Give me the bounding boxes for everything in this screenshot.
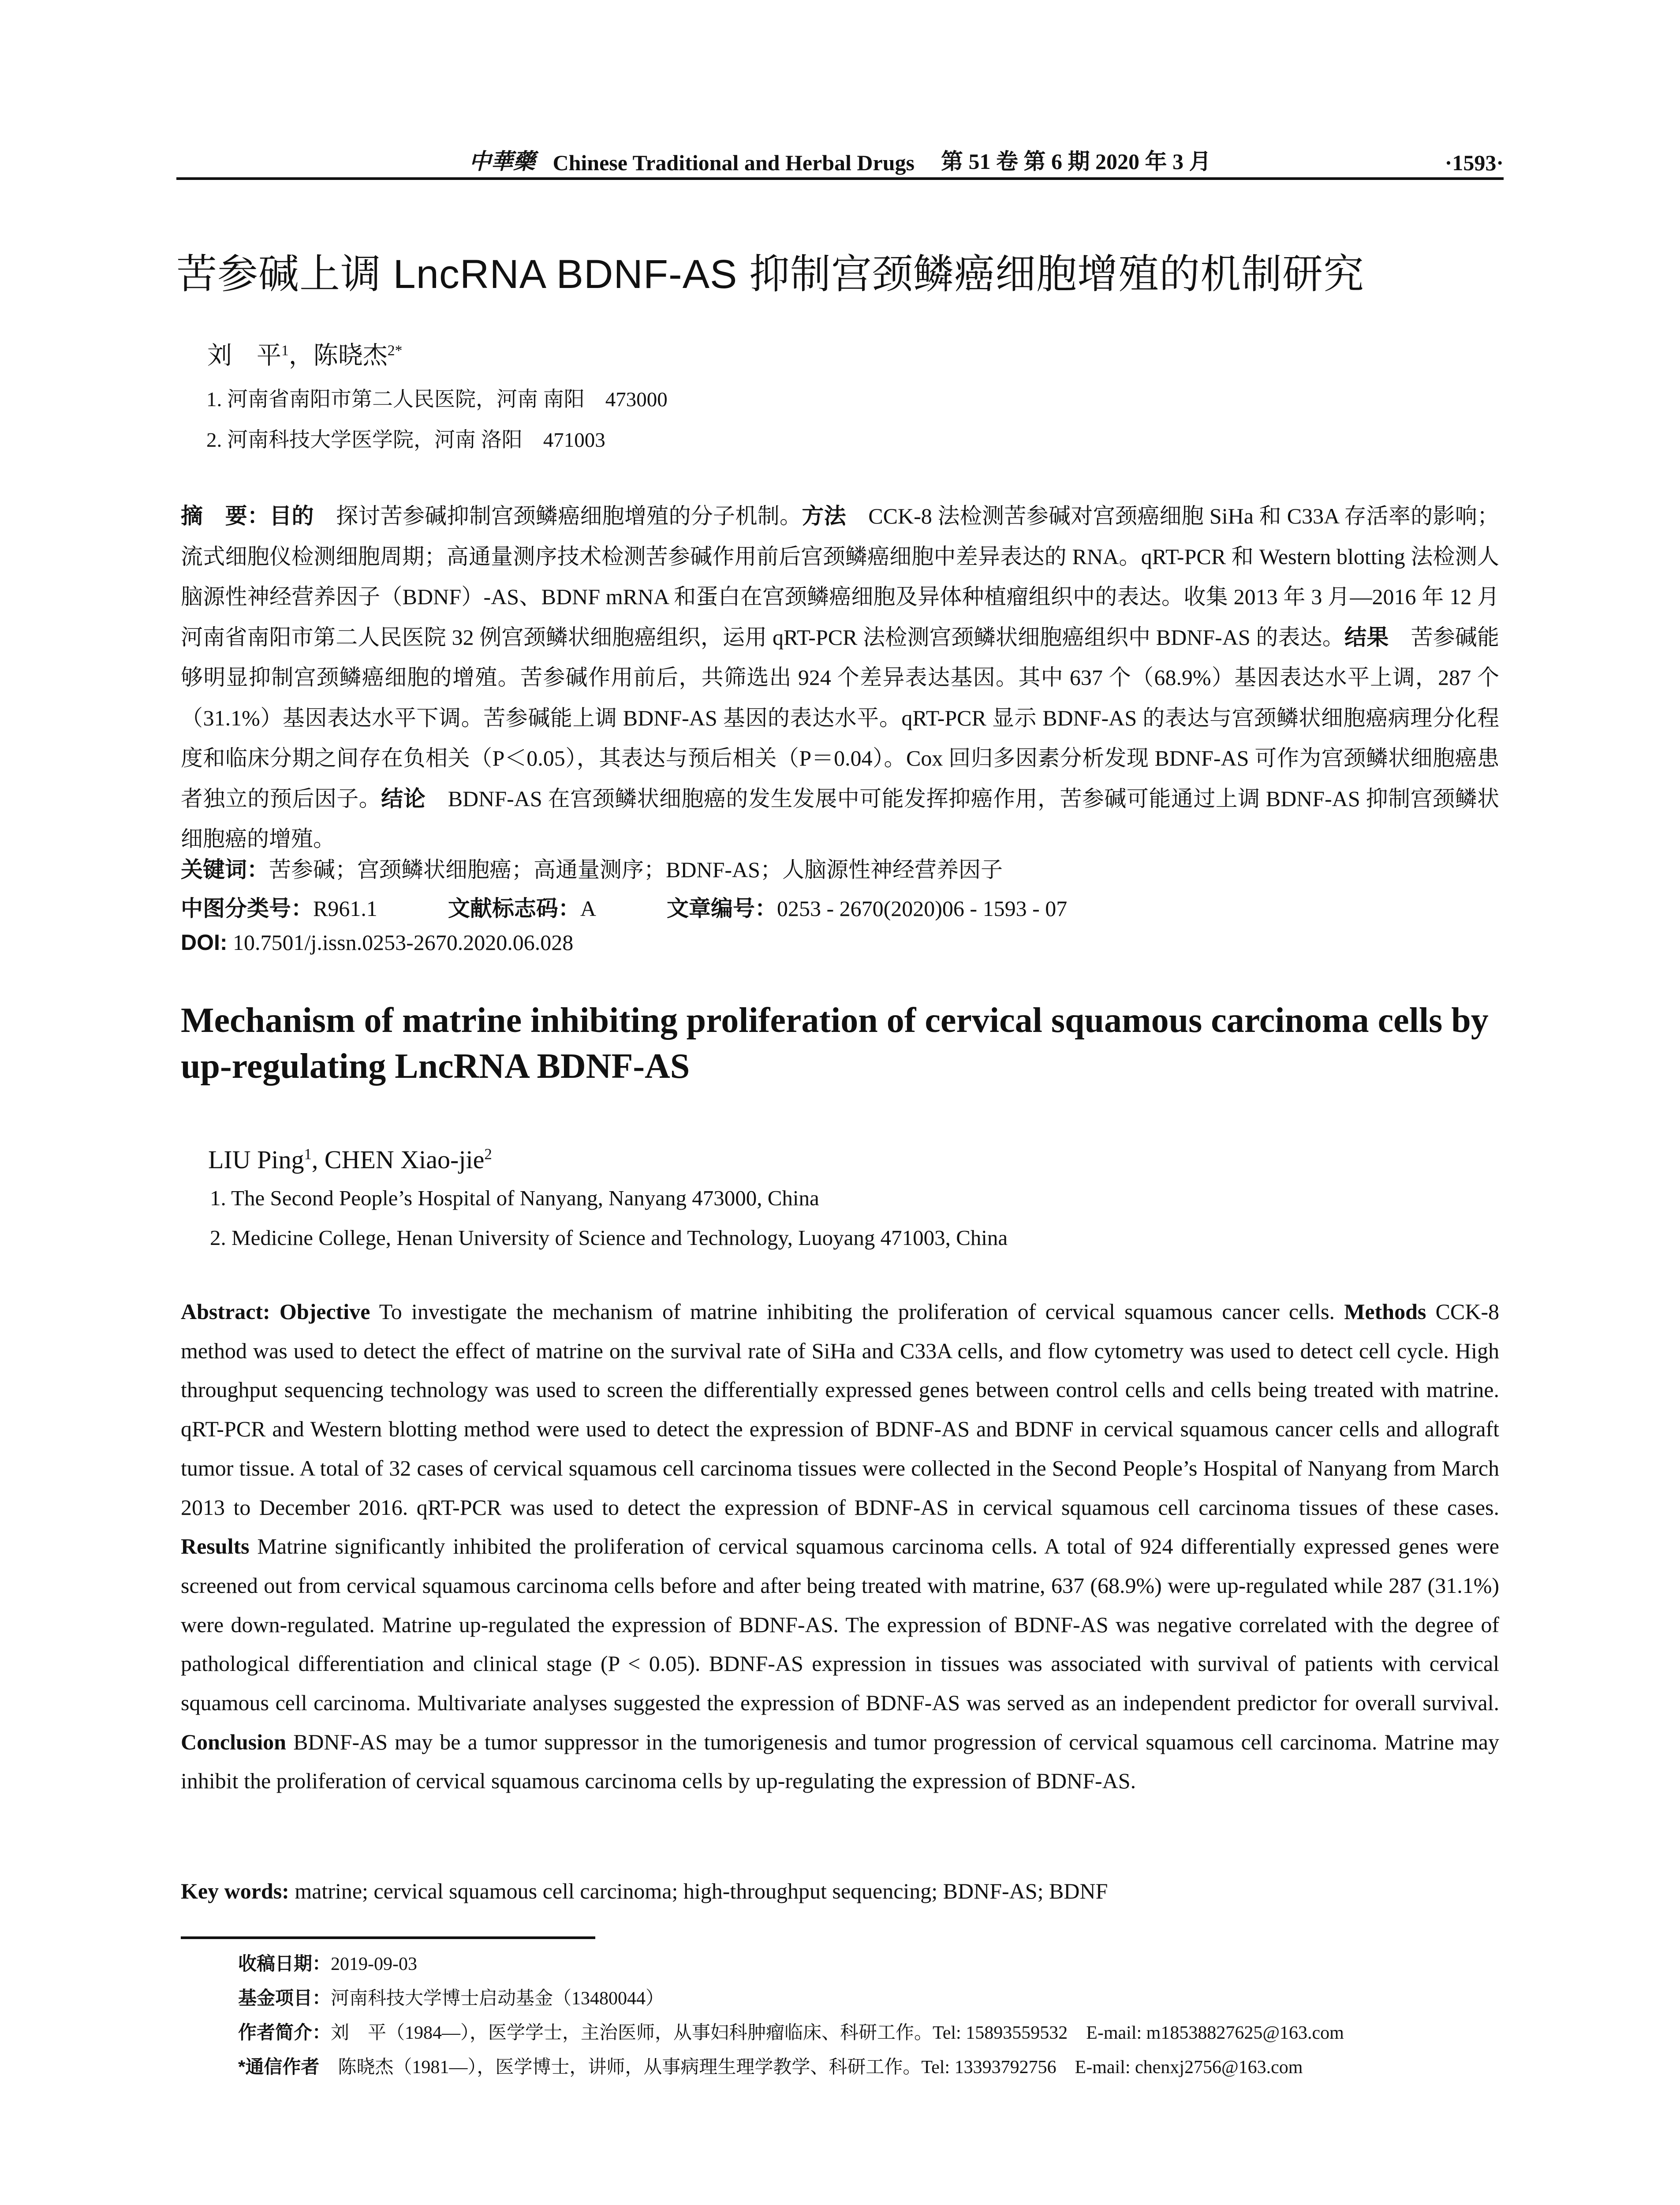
cn-title: 苦参碱上调 LncRNA BDNF-AS 抑制宫颈鳞癌细胞增殖的机制研究 xyxy=(176,252,1364,297)
clc-value: R961.1 xyxy=(313,896,377,921)
en-methods-label: Methods xyxy=(1344,1299,1426,1324)
footnote-author-bio xyxy=(238,2018,1344,2044)
clc-label: 中图分类号： xyxy=(181,896,313,921)
footnote-funding xyxy=(238,1984,664,2010)
en-results-text: Matrine significantly inhibited the proliferation of cervical squamous carcinoma cells. A total of 924 differentially expressed genes were screened out from cervical squamous carcinoma cells before and after being treated with matrine, 637 (68.9%) were up-regulated while 287 (31.1%) were down-regulated. Matrine up-regulated the expression of BDNF-AS. The expression of BDNF-AS was negative correlated with the degree of pathological differentiation and clinical stage (P < 0.05). BDNF-AS expression in tissues was associated with survival of patients with cervical squamous cell carcinoma. Multivariate analyses suggested the expression of BDNF-AS was served as an independent predictor for overall survival. xyxy=(181,1534,1499,1715)
cn-keywords xyxy=(181,852,1003,884)
footnote-author-bio-text: 刘 平（1984—），医学学士，主治医师，从事妇科肿瘤临床、科研工作。Tel: 15893559532 E-mail: m18538827625@163.com xyxy=(331,2023,1344,2043)
cn-results-text: 苦参碱能够明显抑制宫颈鳞癌细胞的增殖。苦参碱作用前后，共筛选出 924 个差异表达基因。其中 637 个（68.9%）基因表达水平上调，287 个（31.1%）基因表达水平下调。苦参碱能上调 BDNF-AS 基因的表达水平。qRT-PCR 显示 BDNF-AS 的表达与宫颈鳞状细胞癌病理分化程度和临床分期之间存在负相关（P＜0.05），其表达与预后相关（P＝0.04）。Cox 回归多因素分析发现 BDNF-AS 可作为宫颈鳞状细胞癌患者独立的预后因子。 xyxy=(181,624,1500,811)
en-keywords-text: matrine; cervical squamous cell carcinoma; high-throughput sequencing; BDNF-AS; BDNF xyxy=(289,1879,1108,1903)
en-author-1-sup: 1 xyxy=(304,1145,312,1163)
doi-label: DOI: xyxy=(181,930,228,955)
cn-results-label: 结果 xyxy=(1344,624,1389,650)
cn-methods-label: 方法 xyxy=(802,504,846,528)
cn-author-2-sup: 2* xyxy=(387,342,403,359)
header-rule xyxy=(176,177,1504,180)
en-objective-label: Objective xyxy=(270,1299,370,1324)
footnote-funding-text: 河南科技大学博士启动基金（13480044） xyxy=(331,1988,665,2009)
cn-authors xyxy=(207,336,402,371)
page-number: ·1593· xyxy=(1445,150,1504,175)
cn-keywords-label: 关键词： xyxy=(181,857,269,882)
article-no-value: 0253 - 2670(2020)06 - 1593 - 07 xyxy=(777,896,1068,921)
doi-value: 10.7501/j.issn.0253-2670.2020.06.028 xyxy=(227,930,574,955)
en-abstract-label: Abstract: xyxy=(181,1299,270,1324)
footnote-corresponding-label: *通信作者 xyxy=(238,2056,320,2077)
footnote-corresponding-text: 陈晓杰（1981—），医学博士，讲师，从事病理生理学教学、科研工作。Tel: 13393792756 E-mail: chenxj2756@163.com xyxy=(319,2057,1303,2078)
footnote-received xyxy=(238,1949,417,1976)
footnote-received-label: 收稿日期： xyxy=(238,1953,331,1974)
en-abstract xyxy=(181,1292,1499,1801)
footnote-rule xyxy=(181,1936,595,1939)
cn-abstract xyxy=(181,496,1499,860)
en-author-2: CHEN Xiao-jie xyxy=(324,1145,485,1174)
cn-methods-text: CCK-8 法检测苦参碱对宫颈癌细胞 SiHa 和 C33A 存活率的影响；流式细胞仪检测细胞周期；高通量测序技术检测苦参碱作用前后宫颈鳞癌细胞中差异表达的 RNA。qRT-PCR 和 Western blotting 法检测人脑源性神经营养因子（BDNF）-AS、BDNF mRNA 和蛋白在宫颈鳞癌细胞及异体种植瘤组织中的表达。收集 2013 年 3 月—2016 年 12 月河南省南阳市第二人民医院 32 例宫颈鳞状细胞癌组织，运用 qRT-PCR 法检测宫颈鳞状细胞癌组织中 BDNF-AS 的表达。 xyxy=(181,504,1500,650)
cn-author-2: 陈晓杰 xyxy=(313,342,388,370)
cn-author-1: 刘 平 xyxy=(207,342,281,370)
en-title: Mechanism of matrine inhibiting proliferation of cervical squamous carcinoma cells by up-regulating LncRNA BDNF-AS xyxy=(181,1001,1489,1086)
journal-name: Chinese Traditional and Herbal Drugs xyxy=(553,150,915,175)
doc-code-value: A xyxy=(580,896,596,921)
footnote-received-text: 2019-09-03 xyxy=(331,1954,417,1974)
en-affiliation-1: 1. The Second People’s Hospital of Nanyang, Nanyang 473000, China xyxy=(210,1186,819,1210)
cn-classification xyxy=(181,891,1067,923)
en-methods-text: CCK-8 method was used to detect the effect of matrine on the survival rate of SiHa and C33A cells, and flow cytometry was used to detect cell cycle. High throughput sequencing technology was used to screen the differentially expressed genes between control cells and cells being treated with matrine. qRT-PCR and Western blotting method were used to detect the expression of BDNF-AS and BDNF in cervical squamous cancer cells and allograft tumor tissue. A total of 32 cases of cervical squamous cell carcinoma tissues were collected in the Second People’s Hospital of Nanyang from March 2013 to December 2016. qRT-PCR was used to detect the expression of BDNF-AS in cervical squamous cell carcinoma tissues of these cases. xyxy=(181,1299,1500,1520)
cn-objective-label: 目的 xyxy=(269,504,314,528)
cn-author-1-sup: 1 xyxy=(281,342,289,359)
issue-info: 第 51 卷 第 6 期 2020 年 3 月 xyxy=(941,149,1211,174)
cn-author-sep: ， xyxy=(288,342,314,370)
en-results-label: Results xyxy=(181,1534,250,1559)
cn-abstract-label: 摘 要： xyxy=(181,504,270,528)
cn-conclusion-label: 结论 xyxy=(381,786,426,811)
article-no-label: 文章编号： xyxy=(666,896,777,921)
doc-code-label: 文献标志码： xyxy=(448,896,580,921)
en-author-2-sup: 2 xyxy=(484,1145,492,1163)
footnote-corresponding xyxy=(238,2052,1303,2079)
cn-conclusion-text: BDNF-AS 在宫颈鳞状细胞癌的发生发展中可能发挥抑癌作用，苦参碱可能通过上调 BDNF-AS 抑制宫颈鳞状细胞癌的增殖。 xyxy=(181,786,1500,851)
footnote-funding-label: 基金项目： xyxy=(238,1988,331,2008)
cn-affiliation-1: 1. 河南省南阳市第二人民医院，河南 南阳 473000 xyxy=(206,388,668,411)
en-conclusion-label: Conclusion xyxy=(181,1729,286,1754)
doi-line xyxy=(181,930,573,955)
en-affiliation-2: 2. Medicine College, Henan University of Science and Technology, Luoyang 471003, China xyxy=(210,1226,1008,1250)
en-objective-text: To investigate the mechanism of matrine inhibiting the proliferation of cervical squamous cancer cells. xyxy=(370,1299,1344,1324)
en-keywords-label: Key words: xyxy=(181,1879,289,1903)
cn-objective-text: 探讨苦参碱抑制宫颈鳞癌细胞增殖的分子机制。 xyxy=(314,504,802,528)
en-keywords xyxy=(181,1878,1108,1904)
cn-keywords-text: 苦参碱；宫颈鳞状细胞癌；高通量测序；BDNF-AS；人脑源性神经营养因子 xyxy=(269,857,1003,882)
en-author-sep: , xyxy=(311,1145,325,1174)
journal-logo: 中華藥 xyxy=(469,149,535,174)
en-conclusion-text: BDNF-AS may be a tumor suppressor in the tumorigenesis and tumor progression of cervical squamous cell carcinoma. Matrine may inhibit the proliferation of cervical squamous carcinoma cells by up-regulating the expression of BDNF-AS. xyxy=(181,1729,1499,1794)
footnote-author-bio-label: 作者简介： xyxy=(238,2022,331,2043)
en-authors xyxy=(208,1145,492,1174)
en-author-1: LIU Ping xyxy=(208,1145,304,1174)
running-header xyxy=(176,140,1504,176)
cn-affiliation-2: 2. 河南科技大学医学院，河南 洛阳 471003 xyxy=(206,429,605,452)
